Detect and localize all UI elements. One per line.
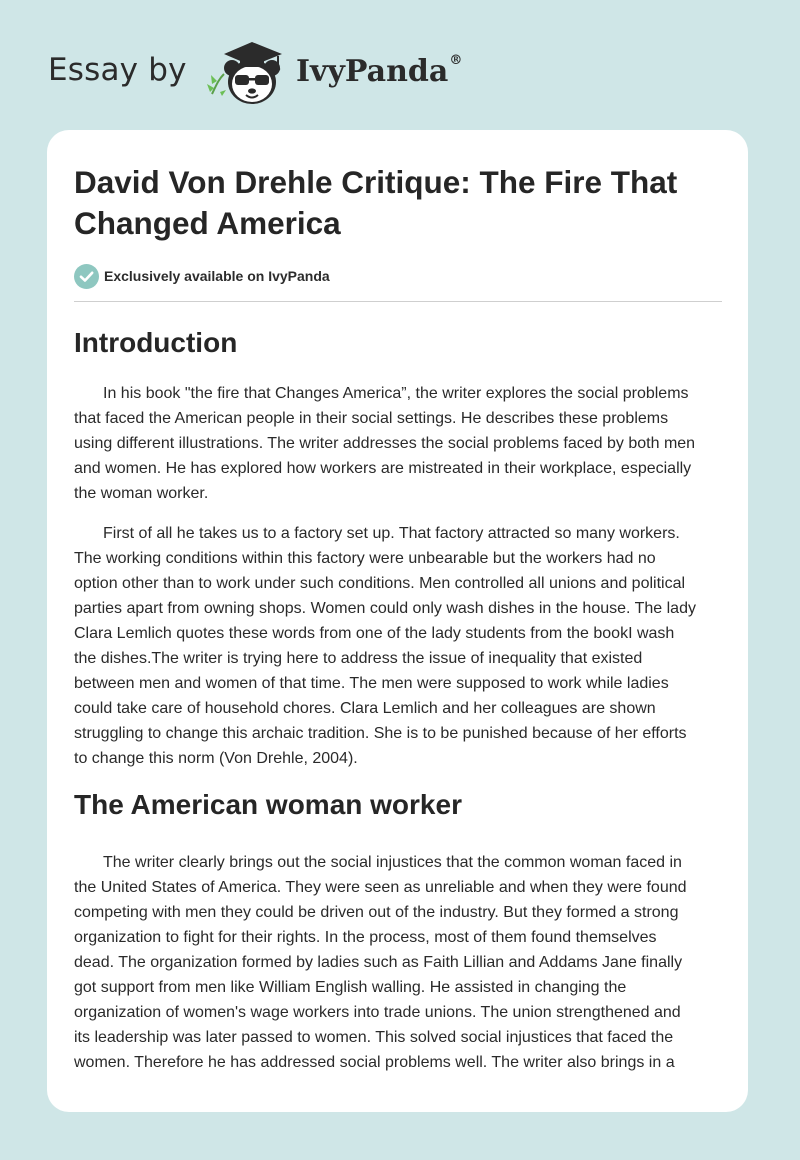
paragraph-line: The working conditions within this factory were unbearable but the workers had no xyxy=(74,550,656,567)
paragraph-line: that faced the American people in their social settings. He describes these problems xyxy=(74,410,669,427)
paragraph-line: struggling to change this archaic tradition. She is to be punished because of her efforts xyxy=(74,725,687,742)
divider xyxy=(74,301,722,302)
paragraph-line: to change this norm (Von Drehle, 2004). xyxy=(74,750,358,767)
paragraph-line: First of all he takes us to a factory set up. That factory attracted so many workers. xyxy=(103,525,680,542)
title-line: Changed America xyxy=(74,205,341,241)
essay-content xyxy=(74,162,722,1075)
paragraph-line: the United States of America. They were seen as unreliable and when they were found xyxy=(74,879,687,896)
section-heading: The American woman worker xyxy=(74,789,462,820)
paragraph-line: In his book "the fire that Changes America”, the writer explores the social problems xyxy=(103,385,689,402)
brand-name xyxy=(296,54,462,89)
brand-header xyxy=(48,36,508,116)
brand-name-text: IvyPanda xyxy=(296,54,449,89)
page-title xyxy=(74,162,722,244)
paragraph-line: could take care of household chores. Clara Lemlich and her colleagues are shown xyxy=(74,700,656,717)
paragraph-line: got support from men like William English walling. He assisted in changing the xyxy=(74,979,627,996)
registered-mark: ® xyxy=(449,53,463,68)
essay-card xyxy=(47,130,748,1112)
paragraph-line: option other than to work under such conditions. Men controlled all unions and political xyxy=(74,575,686,592)
paragraph-line: and women. He has explored how workers are mistreated in their workplace, especially xyxy=(74,460,692,477)
paragraph-line: its leadership was later passed to women. This solved social injustices that faced the xyxy=(74,1029,674,1046)
paragraph-line: The writer clearly brings out the social injustices that the common woman faced in xyxy=(103,854,682,871)
paragraph-line: Clara Lemlich quotes these words from one of the lady students from the bookI wash xyxy=(74,625,675,642)
exclusive-badge xyxy=(74,263,722,289)
paragraph-line: organization of women's wage workers into trade unions. The union strengthened and xyxy=(74,1004,681,1021)
section-heading: Introduction xyxy=(74,327,238,358)
paragraph xyxy=(74,381,722,506)
paragraph xyxy=(74,850,722,1075)
paragraph-line: organization to fight for their rights. In the process, most of them found themselves xyxy=(74,929,657,946)
paragraph-line: between men and women of that time. The men were supposed to work while ladies xyxy=(74,675,669,692)
panda-logo-icon xyxy=(202,36,294,108)
title-line: David Von Drehle Critique: The Fire That xyxy=(74,164,678,200)
brand-prefix: Essay by xyxy=(48,52,187,88)
paragraph-line: parties apart from owning shops. Women could only wash dishes in the house. The lady xyxy=(74,600,696,617)
paragraph-line: women. Therefore he has addressed social problems well. The writer also brings in a xyxy=(74,1054,675,1071)
paragraph-line: competing with men they could be driven out of the industry. But they formed a strong xyxy=(74,904,679,921)
paragraph-line: using different illustrations. The writer addresses the social problems faced by both men xyxy=(74,435,696,452)
paragraph-line: the woman worker. xyxy=(74,485,209,502)
paragraph-line: dead. The organization formed by ladies such as Faith Lillian and Addams Jane finally xyxy=(74,954,683,971)
paragraph-line: the dishes.The writer is trying here to address the issue of inequality that existed xyxy=(74,650,643,667)
exclusive-label: Exclusively available on IvyPanda xyxy=(104,268,330,284)
checkmark-icon xyxy=(74,264,99,289)
paragraph xyxy=(74,521,722,771)
